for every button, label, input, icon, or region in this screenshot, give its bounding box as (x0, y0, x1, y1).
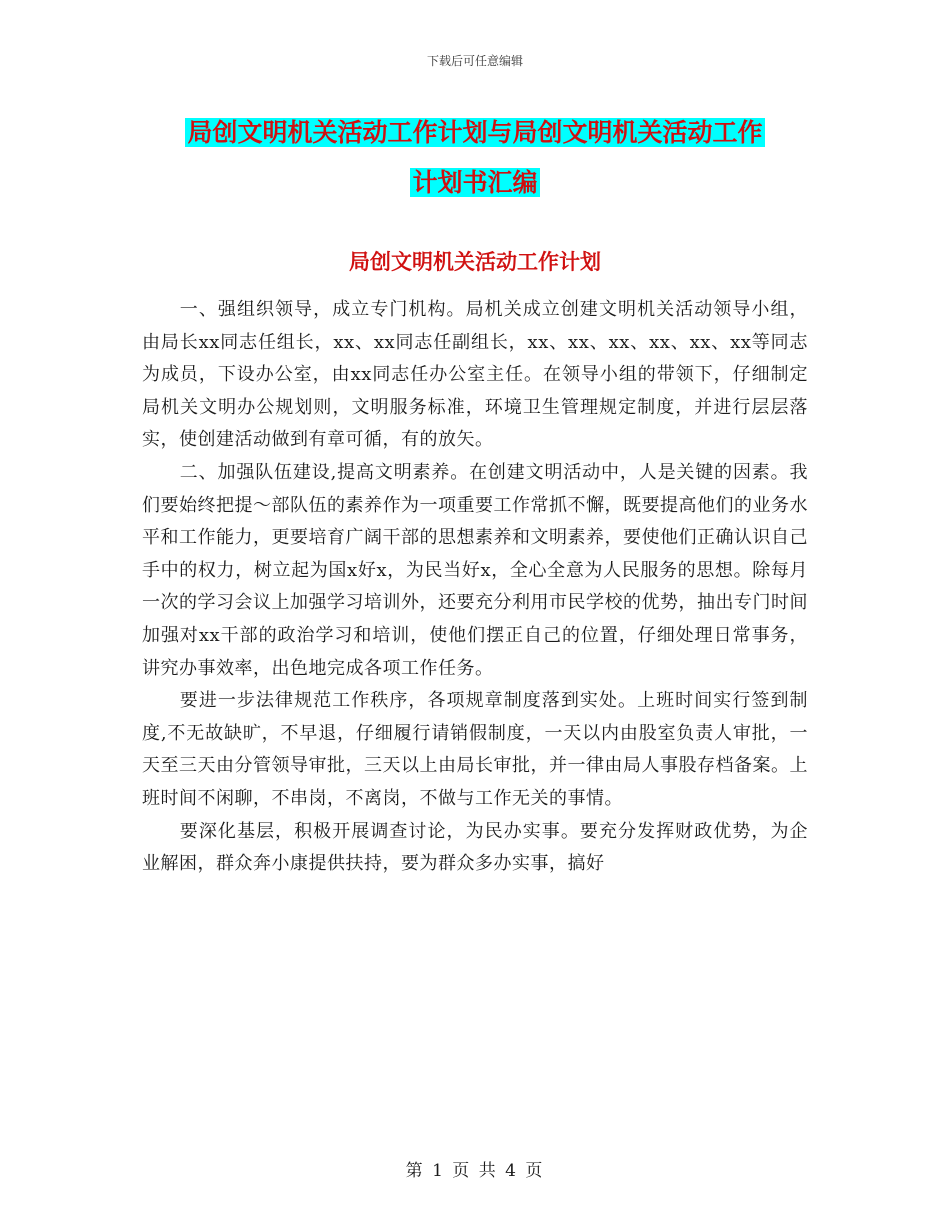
paragraph: 要深化基层，积极开展调查讨论，为民办实事。要充分发挥财政优势，为企业解困，群众奔小康提供扶持，要为群众多办实事，搞好 (142, 820, 808, 875)
paragraph: 一、强组织领导，成立专门机构。局机关成立创建文明机关活动领导小组，由局长xx同志任组长，xx、xx同志任副组长，xx、xx、xx、xx、xx、xx等同志为成员，下设办公室，由xx同志任办公室主任。在领导小组的带领下，仔细制定局机关文明办公规划则，文明服务标准，环境卫生管理规定制度，并进行层层落实，使创建活动做到有章可循，有的放矢。 (142, 299, 808, 451)
document-title-line-1: 局创文明机关活动工作计划与局创文明机关活动工作 (187, 118, 763, 147)
document-title (0, 108, 950, 208)
page-footer: 第 1 页 共 4 页 (405, 1161, 545, 1181)
paragraph: 要进一步法律规范工作秩序，各项规章制度落到实处。上班时间实行签到制度,不无故缺旷，不早退，仔细履行请销假制度，一天以内由股室负责人审批，一天至三天由分管领导审批，三天以上由局长审批，并一律由局人事股存档备案。上班时间不闲聊，不串岗，不离岗，不做与工作无关的事情。 (142, 690, 808, 809)
document-title-line-2: 计划书汇编 (412, 168, 538, 197)
section-title: 局创文明机关活动工作计划 (349, 250, 601, 274)
header-note: 下载后可任意编辑 (426, 54, 523, 68)
paragraph: 二、加强队伍建设,提高文明素养。在创建文明活动中，人是关键的因素。我们要始终把提～部队伍的素养作为一项重要工作常抓不懈，既要提高他们的业务水平和工作能力，更要培育广阔干部的思想素养和文明素养，要使他们正确认识自己手中的权力，树立起为国x好x，为民当好x，全心全意为人民服务的思想。除每月一次的学习会议上加强学习培训外，还要充分利用市民学校的优势，抽出专门时间加强对xx干部的政治学习和培训，使他们摆正自己的位置，仔细处理日常事务，讲究办事效率，出色地完成各项工作任务。 (142, 461, 808, 679)
body-text (142, 294, 808, 881)
